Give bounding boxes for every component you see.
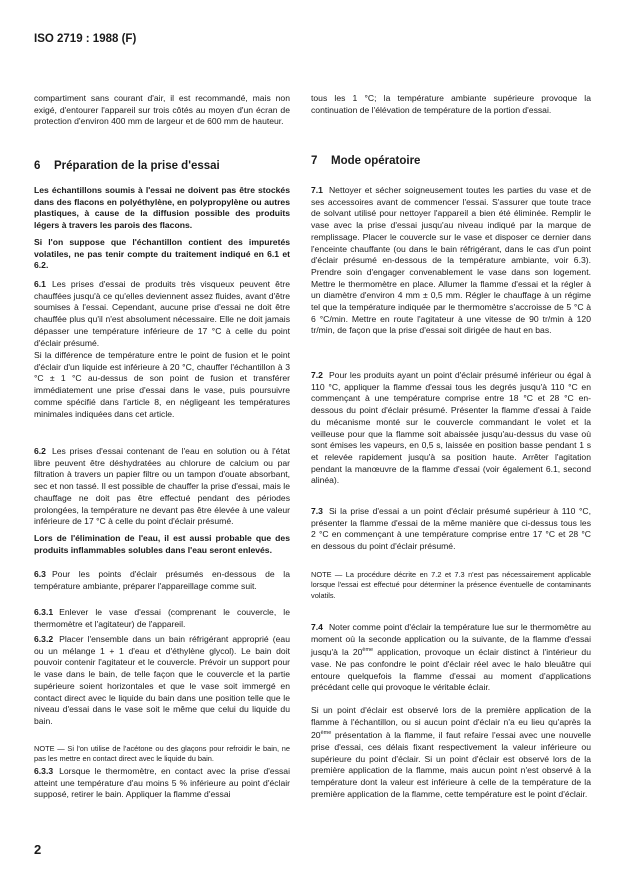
clause-number: 7.4 [311,622,323,632]
note: NOTE — La procédure décrite en 7.2 et 7.3 n'est pas nécessairement applicable lorsque l'essai est effectué pour déterminer la présence éventuelle de contaminants volatils. [311,570,591,600]
clause-text: Enlever le vase d'essai (comprenant le couvercle, le thermomètre et l'agitateur) de l'appareil. [34,607,290,629]
note: NOTE — Si l'on utilise de l'acétone ou des glaçons pour refroidir le bain, ne pas les mettre en contact direct avec le liquide du bain. [34,744,290,764]
page-number: 2 [34,842,42,857]
clause-number: 6.3.2 [34,634,54,644]
bold-paragraph: Lors de l'élimination de l'eau, il est aussi probable que des produits inflammables solubles dans l'eau seront enlevés. [34,533,290,555]
clause-7-4 [311,622,591,694]
paragraph-text: Si un point d'éclair est observé lors de la première application de la flamme à l'échantillon, ou si aucun point d'éclair n'a eu lieu qu'après la 20 [311,705,591,741]
clause-text: application, provoque un éclair distinct à l'intérieur du vase. Ne pas confondre le point d'éclair réel avec le halo bleuâtre qui entoure quelquefois la flamme d'essai au moment d'applications précédant celle qui provoque le véritable éclair. [311,647,591,693]
clause-number: 6.1 [34,279,46,289]
section-7-heading [311,155,420,167]
clause-6-3-3 [34,766,290,801]
clause-text: Placer l'ensemble dans un bain réfrigérant approprié (eau ou un mélange 1 + 1 d'eau et d'éthylène glycol). Le bain doit pouvoir contenir l'agitateur et le couvercle. Prévoir un support pour le vase dans le bain, de telle façon que le couvercle et la partie supérieure soient horizontales et que le vase soit immergé en contact direct avec le liquide du bain dans une position telle que le niveau d'essai dans le vase soit le même que celui du liquide du bain. [34,634,290,726]
clause-number: 6.3.1 [34,607,54,617]
clause-text: Pour les points d'éclair présumés en-dessous de la température ambiante, préparer l'appareillage comme suit. [34,569,290,591]
section-number: 7 [311,155,318,167]
clause-text: Noter comme point d'éclair la température lue sur le thermomètre au moment où la seconde application ou la suivante, de la flamme d'essai jusqu'à la 20 [311,622,591,658]
superscript: ème [320,730,332,737]
clause-6-3-1 [34,607,290,630]
document-header: ISO 2719 : 1988 (F) [34,33,137,45]
clause-number: 6.2 [34,446,46,456]
clause-text: Si la prise d'essai a un point d'éclair présumé supérieur à 110 °C, présenter la flamme d'essai de la même manière que ci-dessus tous les 2 °C en commençant à une température comprise entre 17 °C et 28 °C en dessous du point d'éclair présumé. [311,506,591,552]
bold-paragraph: Si l'on suppose que l'échantillon contient des impuretés volatiles, ne pas tenir compte du traitement indiqué en 6.1 et 6.2. [34,237,290,271]
clause-6-1 [34,279,290,349]
superscript: ème [362,647,374,654]
clause-7-2 [311,370,591,487]
clause-6-3-2 [34,634,290,728]
clause-number: 7.2 [311,370,323,380]
clause-number: 6.3.3 [34,766,54,776]
section-title: Mode opératoire [331,155,421,167]
paragraph-continued: compartiment sans courant d'air, il est recommandé, mais non exigé, d'entourer l'appareil sur trois côtés au moyen d'un écran de protection d'environ 400 mm de largeur et de 600 mm de hauteur. [34,93,290,127]
paragraph: Si la différence de température entre le point de fusion et le point d'éclair d'un liquide est inférieure à 20 °C, chauffer l'échantillon à 3 °C ± 1 °C au-dessus de son point de fusion et transférer immédiatement une prise d'essai dans le vase, puis poursuivre comme spécifié dans l'article 8, en négligeant les températures minimales indiquées dans cet article. [34,350,290,419]
clause-text: Les prises d'essai de produits très visqueux peuvent être chauffées jusqu'à ce qu'elles deviennent assez fluides, avant d'être soumises à l'essai. Cependant, aucune prise d'essai ne doit être chauffée plus qu'il n'est absolument nécessaire. Elle ne doit jamais dépasser une température inférieure de 17 °C à celle du point d'éclair présumé. [34,279,290,348]
clause-text: Nettoyer et sécher soigneusement toutes les parties du vase et de ses accessoires avant de commencer l'essai. S'assurer que toute trace de solvant utilisé pour nettoyer l'appareil a bien été éliminée. Remplir le vase avec la prise d'essai jusqu'au niveau indiqué par la marque de remplissage. Placer le couvercle sur le vase et disposer ce dernier dans l'enceinte chauffante (ou dans le bain réfrigérant, dans le cas d'un point d'éclair présumé en-dessous de la température ambiante, voir 6.3). Prendre soin d'engager convenablement le vase dans son logement. Mettre le thermomètre en place. Allumer la flamme d'essai et la régler à un diamètre d'environ 4 mm ± 0,5 mm. Régler le chauffage à un régime tel que la température indiquée par le thermomètre s'accroisse de 5 °C à 6 °C/min. Mettre en route l'agitateur à une vitesse de 90 tr/min à 120 tr/min, de façon que la prise d'essai soit dirigée de haut en bas. [311,185,591,336]
clause-number: 6.3 [34,569,46,579]
clause-text: Pour les produits ayant un point d'éclair présumé inférieur ou égal à 110 °C, appliquer la flamme d'essai tous les degrés jusqu'à 110 °C en commençant à une température comprise entre 18 °C et 28 °C en-dessous du point d'éclair présumé. Présenter la flamme d'essai à l'aide du mécanisme monté sur le couvercle commandant le volet et la veilleuse pour que la flamme soit abaissée jusqu'au-dessus du vase où sont émises les vapeurs, en 0,5 s, laissée en position basse pendant 1 s et relevée rapidement jusqu'à sa position haute. Arrêter l'agitation pendant la manœuvre de la flamme d'essai (voir également 6.1, second alinéa). [311,370,591,486]
clause-7-3 [311,506,591,553]
paragraph-continued: tous les 1 °C; la température ambiante supérieure provoque la continuation de l'élévation de température de la portion d'essai. [311,93,591,115]
paragraph-text: présentation à la flamme, il faut refaire l'essai avec une nouvelle prise d'essai, ces délais fixant respectivement la valeur inférieure ou supérieure du point d'éclair. Si un point d'éclair est observé lors de la première application de la flamme, mais aucun point n'est observé à la température dont la valeur est inférieure à celle de la température de la première application de la flamme, cette température est le point d'éclair. [311,730,591,799]
clause-6-2 [34,446,290,528]
section-number: 6 [34,160,41,172]
bold-paragraph: Les échantillons soumis à l'essai ne doivent pas être stockés dans des flacons en polyéthylène, en polypropylène ou autres plastiques, à cause de la diffusion possible des produits légers à travers les parois des flacons. [34,185,290,231]
clause-7-1 [311,185,591,337]
section-title: Préparation de la prise d'essai [54,160,220,172]
clause-text: Les prises d'essai contenant de l'eau en solution ou à l'état libre peuvent être déshydratées au chlorure de calcium ou par filtration à travers un papier filtre ou un tampon d'ouate absorbant, sec et non tassé. Il est possible de chauffer la prise d'essai, mais le chauffage ne doit pas être effectué pendant des périodes prolongées, la température ne devant pas être élevée à une valeur inférieure de 17 °C à celle du point d'éclair présumé. [34,446,290,527]
paragraph [311,705,591,800]
clause-6-3 [34,569,290,592]
clause-number: 7.3 [311,506,323,516]
clause-text: Lorsque le thermomètre, en contact avec la prise d'essai atteint une température d'au moins 5 % inférieure au point d'éclair supposé, retirer le bain. Appliquer la flamme d'essai [34,766,290,800]
section-6-heading [34,160,220,172]
clause-number: 7.1 [311,185,323,195]
